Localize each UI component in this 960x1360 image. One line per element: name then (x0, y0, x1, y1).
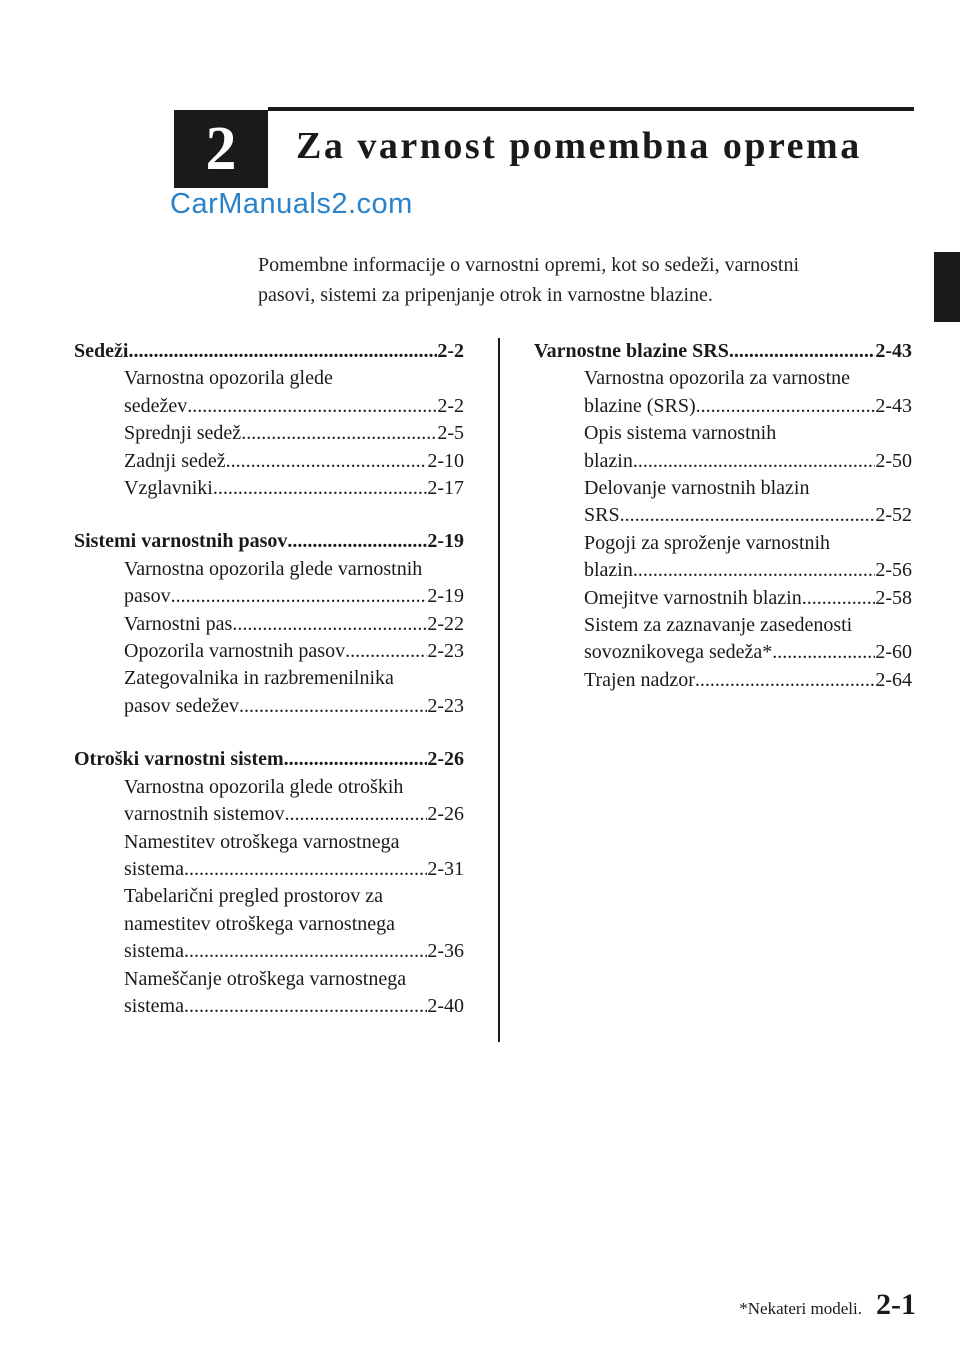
leader-dots (696, 393, 876, 420)
entry-line (124, 801, 464, 828)
chapter-title: Za varnost pomembna oprema (296, 125, 862, 167)
entry-text: Sistem za zaznavanje zasedenosti (584, 614, 853, 637)
intro-line: pasovi, sistemi za pripenjanje otrok in varnostne blazine. (258, 284, 713, 306)
toc-left-column (74, 338, 464, 1046)
leader-dots (184, 856, 427, 883)
entry-line (124, 856, 464, 883)
section-page: 2-43 (875, 340, 912, 362)
entry-line (124, 365, 464, 392)
entry-text: SRS (584, 504, 620, 527)
entry-page: 2-56 (875, 559, 912, 582)
entry-text: Opozorila varnostnih pasov (124, 640, 346, 663)
entry-line (124, 393, 464, 420)
leader-dots (633, 557, 875, 584)
toc-entry[interactable] (74, 883, 464, 965)
toc-section (74, 338, 464, 502)
entry-page: 2-43 (875, 394, 912, 417)
entry-line (124, 993, 464, 1020)
entry-line (124, 966, 464, 993)
entry-text: sistema (124, 940, 184, 963)
section-page: 2-19 (427, 530, 464, 553)
entry-line (124, 829, 464, 856)
toc-section (74, 746, 464, 1020)
page-number: 2-1 (876, 1288, 916, 1321)
chapter-number: 2 (205, 114, 237, 183)
entry-text: blazin (584, 449, 633, 472)
entry-text: Varnostna opozorila glede otroških (124, 775, 404, 798)
leader-dots (241, 420, 437, 447)
entry-text: Vzglavniki (124, 477, 213, 500)
entry-text: sistema (124, 857, 184, 880)
section-page: 2-2 (437, 340, 464, 362)
entry-text: Zategovalnika in razbremenilnika (124, 667, 394, 690)
toc-entry[interactable] (74, 665, 464, 720)
entry-line (124, 475, 464, 502)
entry-text: Varnostna opozorila za varnostne (584, 367, 851, 390)
chapter-number-box (174, 110, 268, 188)
entry-line (584, 612, 912, 639)
entry-text: Zadnji sedež (124, 449, 226, 472)
toc-entry[interactable] (74, 475, 464, 502)
watermark: CarManuals2.com (170, 188, 413, 220)
entry-line (584, 502, 912, 529)
toc-entry[interactable] (534, 585, 912, 612)
entry-text: Varnostni pas (124, 612, 233, 635)
toc-entry[interactable] (74, 611, 464, 638)
leader-dots (633, 448, 875, 475)
toc-entry[interactable] (74, 638, 464, 665)
toc-entry[interactable] (534, 475, 912, 530)
chapter-rule (268, 107, 914, 111)
entry-line (584, 393, 912, 420)
toc-section (74, 528, 464, 720)
leader-dots (729, 338, 875, 365)
entry-page: 2-60 (875, 641, 912, 664)
leader-dots (213, 475, 427, 502)
entry-line (124, 883, 464, 910)
toc-entry[interactable] (534, 667, 912, 694)
leader-dots (239, 693, 427, 720)
entry-text: Trajen nadzor (584, 668, 695, 691)
entry-text: pasov sedežev (124, 694, 239, 717)
entry-line (584, 530, 912, 557)
toc-section-heading[interactable] (74, 746, 464, 773)
entry-text: Varnostna opozorila glede (124, 367, 333, 390)
entry-text: Nameščanje otroškega varnostnega (124, 967, 407, 990)
leader-dots (184, 993, 427, 1020)
entry-text: sedežev (124, 394, 188, 417)
entry-line (124, 911, 464, 938)
entry-text: blazin (584, 559, 633, 582)
toc-right-column (534, 338, 912, 720)
entry-line (124, 583, 464, 610)
entry-page: 2-22 (427, 612, 464, 635)
entry-page: 2-36 (427, 940, 464, 963)
leader-dots (802, 585, 876, 612)
entry-page: 2-10 (427, 449, 464, 472)
entry-line (124, 420, 464, 447)
entry-text: varnostnih sistemov (124, 803, 285, 826)
entry-line (584, 365, 912, 392)
entry-line (584, 667, 912, 694)
entry-page: 2-23 (427, 694, 464, 717)
entry-text: pasov (124, 585, 171, 608)
chapter-side-tab (934, 252, 960, 322)
leader-dots (171, 583, 428, 610)
entry-text: Opis sistema varnostnih (584, 422, 777, 445)
toc-entry[interactable] (534, 530, 912, 585)
entry-page: 2-58 (875, 586, 912, 609)
entry-line (124, 665, 464, 692)
section-title: Otroški varnostni sistem (74, 748, 284, 771)
entry-page: 2-50 (875, 449, 912, 472)
leader-dots (285, 801, 428, 828)
entry-text: sovoznikovega sedeža* (584, 641, 773, 664)
entry-line (124, 556, 464, 583)
section-title: Varnostne blazine SRS (534, 340, 729, 362)
toc-section (534, 338, 912, 694)
leader-dots (695, 667, 875, 694)
entry-page: 2-2 (437, 394, 464, 417)
toc-entry[interactable] (74, 966, 464, 1021)
leader-dots (184, 938, 427, 965)
leader-dots (128, 338, 437, 365)
toc-entry[interactable] (74, 420, 464, 447)
entry-text: Namestitev otroškega varnostnega (124, 830, 400, 853)
entry-line (584, 420, 912, 447)
leader-dots (226, 448, 428, 475)
entry-text: Tabelarični pregled prostorov za (124, 885, 384, 908)
chapter-intro (258, 250, 898, 310)
section-page: 2-26 (427, 748, 464, 771)
entry-page: 2-23 (427, 640, 464, 663)
leader-dots (772, 639, 875, 666)
leader-dots (187, 393, 437, 420)
section-title: Sistemi varnostnih pasov (74, 530, 288, 553)
toc-entry[interactable] (74, 556, 464, 611)
footnote: *Nekateri modeli. (739, 1299, 862, 1318)
entry-text: sistema (124, 994, 184, 1017)
entry-line (584, 475, 912, 502)
entry-line (584, 557, 912, 584)
entry-line (124, 448, 464, 475)
toc-entry[interactable] (534, 420, 912, 475)
entry-line (124, 938, 464, 965)
leader-dots (345, 638, 427, 665)
entry-page: 2-40 (427, 994, 464, 1017)
page-footer (739, 1288, 916, 1322)
toc-entry[interactable] (74, 829, 464, 884)
entry-page: 2-5 (437, 422, 464, 445)
leader-dots (620, 502, 876, 529)
entry-text: Omejitve varnostnih blazin (584, 586, 802, 609)
entry-page: 2-26 (427, 803, 464, 826)
column-divider (498, 338, 500, 1042)
entry-line (584, 448, 912, 475)
entry-line (584, 585, 912, 612)
entry-text: Varnostna opozorila glede varnostnih (124, 557, 423, 580)
toc-entry[interactable] (534, 365, 912, 420)
entry-text: blazine (SRS) (584, 394, 696, 417)
entry-line (124, 638, 464, 665)
toc-entry[interactable] (74, 448, 464, 475)
entry-page: 2-52 (875, 504, 912, 527)
toc-entry[interactable] (74, 365, 464, 420)
entry-page: 2-64 (875, 668, 912, 691)
entry-page: 2-17 (427, 477, 464, 500)
entry-page: 2-19 (427, 585, 464, 608)
entry-line (124, 774, 464, 801)
toc-section-heading[interactable] (74, 528, 464, 555)
entry-line (124, 693, 464, 720)
entry-line (584, 639, 912, 666)
leader-dots (287, 528, 427, 555)
leader-dots (284, 746, 428, 773)
entry-line (124, 611, 464, 638)
toc-entry[interactable] (534, 612, 912, 667)
leader-dots (232, 611, 427, 638)
entry-text: Delovanje varnostnih blazin (584, 477, 810, 500)
toc-section-heading[interactable] (74, 338, 464, 365)
entry-text: namestitev otroškega varnostnega (124, 912, 396, 935)
entry-text: Pogoji za sproženje varnostnih (584, 531, 831, 554)
entry-page: 2-31 (427, 857, 464, 880)
intro-line: Pomembne informacije o varnostni opremi, kot so sedeži, varnostni (258, 254, 799, 276)
section-title: Sedeži (74, 340, 129, 362)
toc-section-heading[interactable] (534, 338, 912, 365)
entry-text: Sprednji sedež (124, 422, 242, 445)
toc-entry[interactable] (74, 774, 464, 829)
